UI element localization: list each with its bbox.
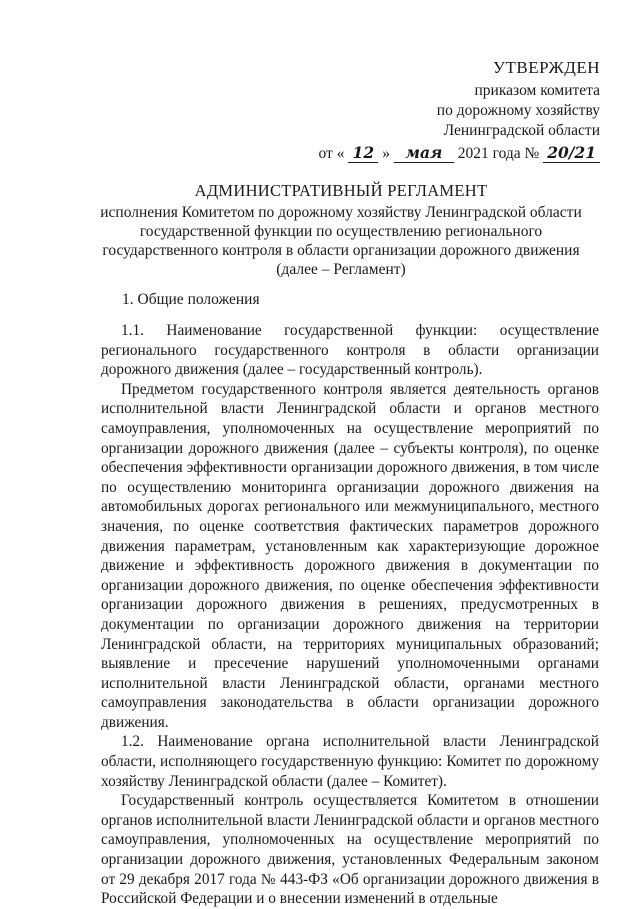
paragraph-1-2: 1.2. Наименование органа исполнительной власти Ленинградской области, исполняющего государственную функцию: Комитет по дорожному хозяйству Ленинградской области (далее – Комитет). [101, 733, 599, 790]
paragraph-control: Государственный контроль осуществляется Комитетом в отношении органов исполнительной власти Ленинградской области и органов местного самоуправления, уполномоченных на осуществление мероприятий по организации дорожного движения, установленных Федеральным законом от 29 декабря 2017 года № 443-ФЗ «Об организации дорожного движения в Российской Федерации и о внесении изменений в отдельные [101, 792, 599, 908]
title-line-4: (далее – Регламент) [276, 261, 406, 278]
approval-date-line [319, 144, 600, 164]
approval-line-1: приказом комитета [474, 82, 600, 99]
section-heading: 1. Общие положения [122, 291, 260, 308]
date-prefix: от « [318, 145, 345, 162]
approval-line-3: Ленинградской области [443, 122, 600, 139]
handwritten-day: 12 [348, 144, 378, 163]
title-line-3: государственного контроля в области организации дорожного движения [102, 242, 580, 259]
approval-line-2: по дорожному хозяйству [436, 102, 600, 119]
approval-stamp [319, 58, 600, 164]
handwritten-month: мая [394, 144, 454, 163]
date-year: 2021 года № [457, 145, 540, 162]
paragraph-1-1: 1.1. Наименование государственной функции: осуществление регионального государственного контроля в области организации дорожного движения (далее – государственный контроль). [101, 322, 599, 379]
title-line-2: государственной функции по осуществлению регионального [139, 223, 543, 240]
title-line-1: исполнения Комитетом по дорожному хозяйству Ленинградской области [100, 204, 582, 221]
date-mid: » [382, 145, 390, 162]
title-main: АДМИНИСТРАТИВНЫЙ РЕГЛАМЕНТ [194, 181, 488, 200]
document-title [96, 181, 586, 279]
body-text [101, 321, 599, 909]
handwritten-number: 20/21 [543, 144, 600, 163]
approval-heading: УТВЕРЖДЕН [493, 58, 600, 77]
paragraph-subject: Предметом государственного контроля является деятельность органов исполнительной власти Ленинградской области и органов местного самоуправления, уполномоченных на осуществление мероприятий по организации дорожного движения (далее – субъекты контроля), по оценке обеспечения эффективности организации дорожного движения, в том числе по осуществлению мониторинга организации дорожного движения на автомобильных дорогах регионального или межмуниципального, местного значения, по оценке соответствия фактических параметров дорожного движения параметрам, установленным как характеризующие дорожное движение и эффективность дорожного движения в документации по организации дорожного движения, по оценке обеспечения эффективности организации дорожного движения в решениях, предусмотренных в документации по организации дорожного движения на территории Ленинградской области, на территориях муниципальных образований; выявление и пресечение нарушений уполномоченными органами исполнительной власти Ленинградской области, органами местного самоуправления законодательства в области организации дорожного движения. [101, 380, 599, 731]
